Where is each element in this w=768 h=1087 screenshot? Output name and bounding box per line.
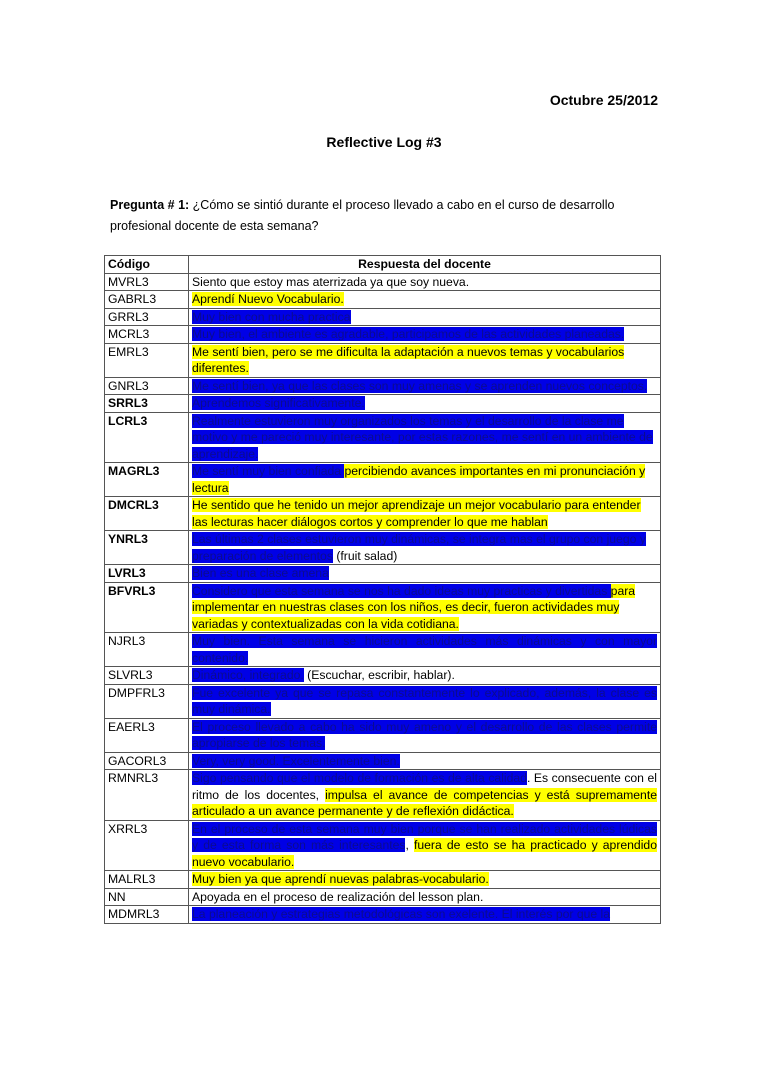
row-code: RMNRL3 bbox=[105, 770, 189, 821]
table-header-row bbox=[105, 256, 661, 274]
response-segment: Bien es una clase amena bbox=[192, 566, 329, 580]
row-code: EMRL3 bbox=[105, 343, 189, 377]
response-segment: La planeación y estrategias metodológicas son exelente. El interés por que la bbox=[192, 907, 611, 921]
row-response bbox=[189, 684, 661, 718]
reflective-log-table bbox=[104, 255, 661, 924]
row-response bbox=[189, 412, 661, 463]
row-response bbox=[189, 343, 661, 377]
table-row bbox=[105, 308, 661, 326]
question-body: ¿Cómo se sintió durante el proceso llevado a cabo en el curso de desarrollo profesional docente de esta semana? bbox=[110, 198, 615, 233]
table-row bbox=[105, 565, 661, 583]
row-code: LCRL3 bbox=[105, 412, 189, 463]
table-row bbox=[105, 326, 661, 344]
response-segment: percibiendo avances importantes en mi pronunciación y lectura bbox=[192, 464, 646, 495]
row-response bbox=[189, 906, 661, 924]
row-response bbox=[189, 633, 661, 667]
question-text bbox=[110, 195, 670, 237]
table-row bbox=[105, 343, 661, 377]
row-response bbox=[189, 565, 661, 583]
row-code: MDMRL3 bbox=[105, 906, 189, 924]
response-segment: Realmente estuvieron muy organizados los temas y el desarrollo de la clase me motivo y me pareció muy interesante, por estas razones, me sentí en un ambiente de aprendizaje. bbox=[192, 413, 653, 461]
response-segment: impulsa el avance de competencias y está supremamente articulado a un avance permanente y de reflexión didáctica. bbox=[192, 787, 657, 818]
table-body bbox=[105, 273, 661, 923]
row-code: MAGRL3 bbox=[105, 463, 189, 497]
response-segment: Considero que esta semana se nos ha dado ideas muy practicas y divertidas bbox=[192, 583, 611, 598]
row-code: GACORL3 bbox=[105, 752, 189, 770]
table-row bbox=[105, 820, 661, 871]
response-segment: Muy bien ya que aprendí nuevas palabras-vocabulario. bbox=[192, 872, 489, 886]
row-response bbox=[189, 871, 661, 889]
table-row bbox=[105, 395, 661, 413]
table-row bbox=[105, 412, 661, 463]
row-response bbox=[189, 820, 661, 871]
row-response bbox=[189, 326, 661, 344]
row-response bbox=[189, 752, 661, 770]
document-title: Reflective Log #3 bbox=[326, 134, 442, 150]
row-code: LVRL3 bbox=[105, 565, 189, 583]
table-row bbox=[105, 531, 661, 565]
table-row bbox=[105, 633, 661, 667]
row-code: YNRL3 bbox=[105, 531, 189, 565]
table-row bbox=[105, 582, 661, 633]
response-segment: Muy bien. Esta semana se hicieron actividades más dinámicas y con mayor contenido. bbox=[192, 634, 657, 665]
row-response bbox=[189, 497, 661, 531]
row-code: BFVRL3 bbox=[105, 582, 189, 633]
row-code: GNRL3 bbox=[105, 377, 189, 395]
response-segment: Me sentí bien, pero se me dificulta la adaptación a nuevos temas y vocabularios diferentes. bbox=[192, 344, 625, 375]
header-response: Respuesta del docente bbox=[189, 256, 661, 274]
table-row bbox=[105, 291, 661, 309]
row-code: DMPFRL3 bbox=[105, 684, 189, 718]
response-segment: Sigo pensando que el modelo de formación es de alta calidad bbox=[192, 771, 527, 785]
row-code: NJRL3 bbox=[105, 633, 189, 667]
row-code: DMCRL3 bbox=[105, 497, 189, 531]
response-segment: Apoyada en el proceso de realización del lesson plan. bbox=[192, 889, 484, 904]
response-segment: Very, very good. Excelentemente bien. bbox=[192, 753, 400, 768]
response-segment: Las últimas 2 clases estuvieron muy dinámicas, se integra mas el grupo con juego y preparación de elementos bbox=[192, 532, 646, 563]
response-segment: fuera de esto se ha practicado y aprendido nuevo vocabulario. bbox=[192, 838, 657, 869]
response-segment: Muy bien, el ambiente es agradable, participamos de las actividades planeadas. bbox=[192, 327, 625, 341]
response-segment: Aprendí Nuevo Vocabulario. bbox=[192, 292, 344, 306]
table-row bbox=[105, 377, 661, 395]
row-response bbox=[189, 667, 661, 685]
response-segment: El proceso llevado a cabo ha sido muy ameno y el desarrollo de las clases permite apropiarse de los temas. bbox=[192, 719, 657, 750]
row-response bbox=[189, 770, 661, 821]
question-label: Pregunta # 1: bbox=[110, 198, 190, 212]
response-segment: Me sentí bien, ya que las clases son muy amenas y se aprenden nuevos conceptos. bbox=[192, 378, 648, 393]
row-code: SLVRL3 bbox=[105, 667, 189, 685]
response-segment: . Es consecuente con el ritmo de los docentes, bbox=[192, 771, 657, 802]
table-row bbox=[105, 667, 661, 685]
row-code: MCRL3 bbox=[105, 326, 189, 344]
row-response bbox=[189, 308, 661, 326]
row-response bbox=[189, 377, 661, 395]
row-code: EAERL3 bbox=[105, 718, 189, 752]
row-response bbox=[189, 273, 661, 291]
response-segment: (Escuchar, escribir, hablar). bbox=[303, 668, 455, 682]
row-response bbox=[189, 718, 661, 752]
row-code: SRRL3 bbox=[105, 395, 189, 413]
row-code: NN bbox=[105, 888, 189, 906]
table-row bbox=[105, 273, 661, 291]
row-code: XRRL3 bbox=[105, 820, 189, 871]
response-segment: para implementar en nuestras clases con los niños, es decir, fueron actividades muy variadas y contextualizadas con la vida cotidiana. bbox=[192, 583, 636, 631]
response-segment: En el proceso de esta semana muy bien porque se han realizado actividades lúdicas y de esta forma son más interesantes bbox=[192, 821, 657, 852]
document-date: Octubre 25/2012 bbox=[549, 92, 658, 108]
row-code: MALRL3 bbox=[105, 871, 189, 889]
row-response bbox=[189, 582, 661, 633]
response-segment: Fue excelente ya que se repasa constantemente lo explicado, además, la clase es muy dinámica. bbox=[192, 685, 657, 716]
table-row bbox=[105, 906, 661, 924]
row-response bbox=[189, 888, 661, 906]
table-row bbox=[105, 752, 661, 770]
response-segment: He sentido que he tenido un mejor aprendizaje un mejor vocabulario para entender las lecturas hacer diálogos cortos y comprender lo que me hablan bbox=[192, 498, 641, 529]
response-segment: , bbox=[405, 838, 414, 852]
table-row bbox=[105, 463, 661, 497]
row-code: GRRL3 bbox=[105, 308, 189, 326]
row-response bbox=[189, 291, 661, 309]
response-segment: Aprendemos significativamente. bbox=[192, 396, 365, 410]
row-response bbox=[189, 395, 661, 413]
row-code: MVRL3 bbox=[105, 273, 189, 291]
table-row bbox=[105, 684, 661, 718]
header-code: Código bbox=[105, 256, 189, 274]
table-row bbox=[105, 718, 661, 752]
row-response bbox=[189, 463, 661, 497]
table-row bbox=[105, 871, 661, 889]
response-segment: Siento que estoy mas aterrizada ya que soy nueva. bbox=[192, 274, 470, 289]
table-row bbox=[105, 888, 661, 906]
response-segment: Me sentí muy bien confiada bbox=[192, 464, 345, 478]
row-response bbox=[189, 531, 661, 565]
table-row bbox=[105, 770, 661, 821]
row-code: GABRL3 bbox=[105, 291, 189, 309]
table-row bbox=[105, 497, 661, 531]
response-segment: Dinámico, integrado. bbox=[192, 668, 304, 682]
response-segment: Muy bien con mucha practica bbox=[192, 309, 351, 324]
response-segment: (fruit salad) bbox=[332, 548, 398, 563]
